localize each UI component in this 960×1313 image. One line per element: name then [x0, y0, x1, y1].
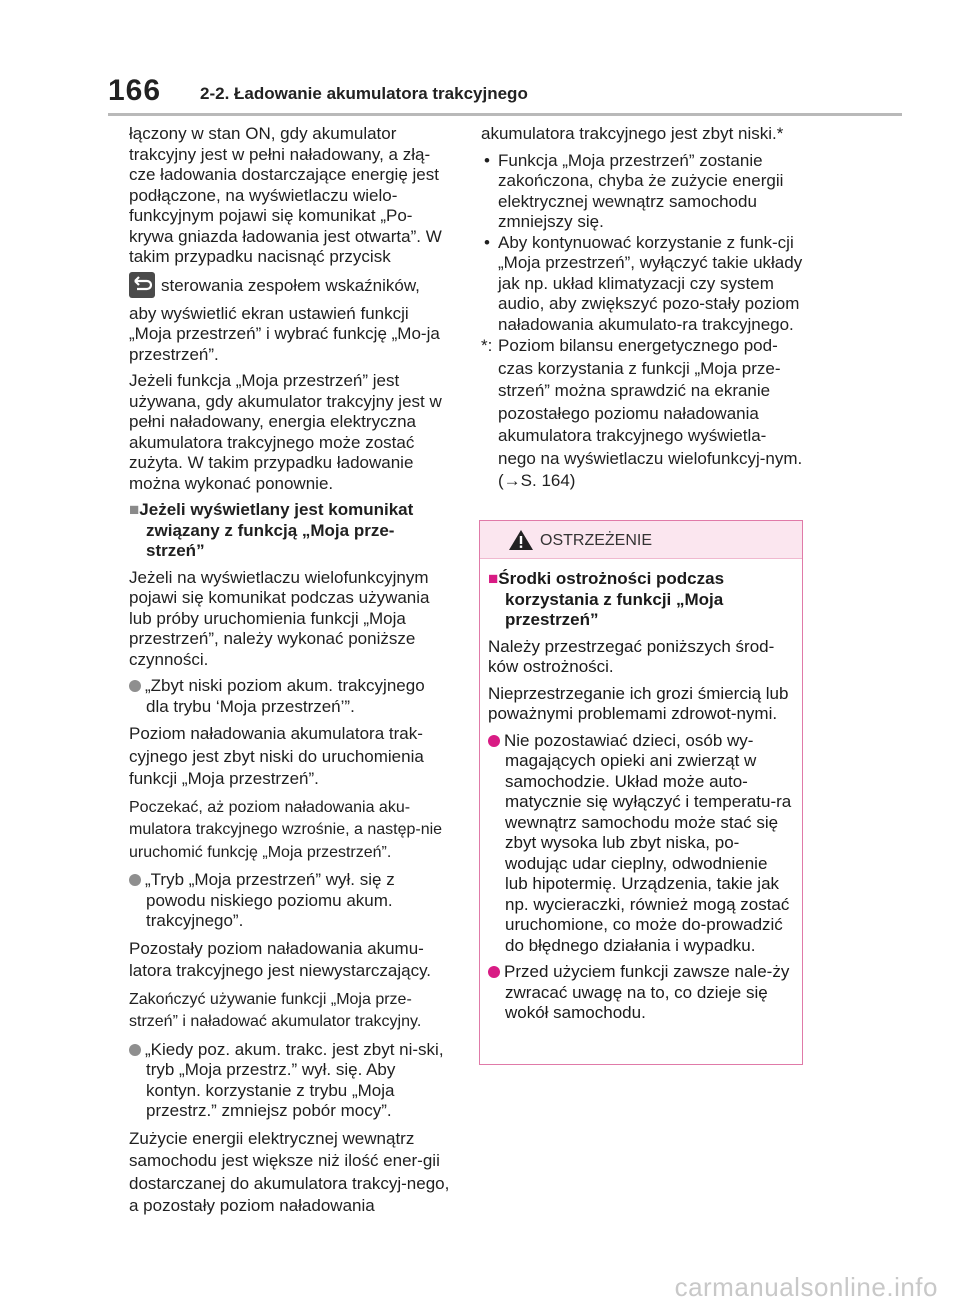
warning-box — [479, 520, 803, 1065]
chapter-title: 2-2. Ładowanie akumulatora trakcyjnego — [200, 84, 528, 103]
list-item: • Aby kontynuować korzystanie z funk-cji „Moja przestrzeń”, wyłączyć takie układy jak np. układ klimatyzacji czy system audio, aby zwiększyć pozo-stały poziom naładowania akumulato-ra trakcyjnego. — [484, 232, 803, 334]
section-subheading: ■Jeżeli wyświetlany jest komunikat związany z funkcją „Moja prze-strzeń” — [129, 500, 414, 560]
paragraph: Nieprzestrzeganie ich grozi śmiercią lub poważnymi problemami zdrowot-nymi. — [488, 683, 789, 723]
right-column — [481, 124, 803, 493]
list-item: • Funkcja „Moja przestrzeń” zostanie zakończona, chyba że zużycie energii elektrycznej wewnątrz samochodu zmniejszy się. — [484, 150, 784, 231]
list-item: Przed użyciem funkcji zawsze nale-ży zwracać uwagę na to, co dzieje się wokół samochodu. — [488, 962, 794, 1024]
footnote: *: Poziom bilansu energetycznego pod-czas korzystania z funkcji „Moja prze-strzeń” można sprawdzić na ekranie pozostałego poziomu naładowania akumulatora trakcyjnego wyświetla-nego na wyświetlaczu wielofunkcyj-nym. (→S. 164) — [481, 336, 803, 490]
paragraph: łączony w stan ON, gdy akumulator trakcyjny jest w pełni naładowany, a złą-cze ładowania dostarczające energię jest podłączone, na wyświetlaczu wielo-funkcyjnym pojawi się komunikat „Po-krywa gniazda ładowania jest otwarta”. W takim przypadku nacisnąć przycisk — [129, 124, 442, 266]
paragraph-with-icon: sterowania zespołem wskaźników, — [129, 272, 451, 298]
paragraph: Jeżeli na wyświetlaczu wielofunkcyjnym pojawi się komunikat podczas używania lub próby uruchomienia funkcji „Moja przestrzeń”, należy wykonać poniższe czynności. — [129, 567, 430, 669]
square-bullet-icon: ■ — [488, 569, 499, 588]
page-number: 166 — [108, 74, 162, 107]
header-divider — [108, 113, 902, 116]
paragraph: aby wyświetlić ekran ustawień funkcji „Moja przestrzeń” i wybrać funkcję „Mo-ja przestrzeń”. — [129, 303, 440, 364]
circle-bullet-icon — [129, 1044, 141, 1056]
paragraph: Zużycie energii elektrycznej wewnątrz samochodu jest większe niż ilość ener-gii dostarczanej do akumulatora trakcyj-nego, a pozostały poziom naładowania — [129, 1128, 450, 1215]
left-column — [129, 124, 451, 1224]
warning-header — [480, 521, 802, 559]
watermark: carmanualsonline.info — [674, 1272, 938, 1302]
circle-bullet-icon — [488, 735, 500, 747]
paragraph: akumulatora trakcyjnego jest zbyt niski.* — [481, 124, 784, 143]
paragraph: Poczekać, aż poziom naładowania aku-mulatora trakcyjnego wzrośnie, a następ-nie uruchomić funkcję „Moja przestrzeń”. — [129, 798, 443, 861]
paragraph: Jeżeli funkcja „Moja przestrzeń” jest używana, gdy akumulator trakcyjny jest w pełni naładowany, energia elektryczna akumulatora trakcyjnego może zostać zużyta. W takim przypadku ładowanie można wykonać ponownie. — [129, 371, 442, 493]
list-item: „Kiedy poz. akum. trakc. jest zbyt ni-ski, tryb „Moja przestrz.” wył. się. Aby kontyn. korzystanie z trybu „Moja przestrz.” zmniejsz pobór mocy”. — [129, 1040, 451, 1122]
paragraph: Zakończyć używanie funkcji „Moja prze-strzeń” i naładować akumulator trakcyjny. — [129, 990, 422, 1030]
square-bullet-icon: ■ — [129, 500, 140, 519]
warning-triangle-icon — [508, 529, 534, 551]
warning-title: OSTRZEŻENIE — [540, 532, 653, 549]
paragraph: Pozostały poziom naładowania akumu-latora trakcyjnego jest niewystarczający. — [129, 938, 432, 980]
paragraph: Poziom naładowania akumulatora trak-cyjnego jest zbyt niski do uruchomienia funkcji „Moja przestrzeń”. — [129, 724, 424, 788]
return-arrow-icon — [129, 272, 155, 298]
warning-body — [480, 559, 802, 1024]
list-item: „Zbyt niski poziom akum. trakcyjnego dla trybu ‘Moja przestrzeń’”. — [129, 676, 451, 717]
circle-bullet-icon — [488, 966, 500, 978]
page-header — [108, 74, 902, 114]
list-item: „Tryb „Moja przestrzeń” wył. się z powodu niskiego poziomu akum. trakcyjnego”. — [129, 870, 451, 932]
circle-bullet-icon — [129, 874, 141, 886]
paragraph: Należy przestrzegać poniższych środ-ków ostrożności. — [488, 636, 775, 676]
warning-subheading: ■Środki ostrożności podczas korzystania z funkcji „Moja przestrzeń” — [488, 569, 725, 629]
list-item: Nie pozostawiać dzieci, osób wy-magających opieki ani zwierząt w samochodzie. Układ może auto-matycznie się wyłączyć i temperatu-ra wewnątrz samochodu może stać się zbyt wysoka lub zbyt niska, po-wodując udar cieplny, odwodnienie lub hipotermię. Urządzenia, takie jak np. wycieraczki, również mogą zostać uruchomione, co może do-prowadzić do błędnego działania i wypadku. — [488, 731, 794, 957]
circle-bullet-icon — [129, 680, 141, 692]
